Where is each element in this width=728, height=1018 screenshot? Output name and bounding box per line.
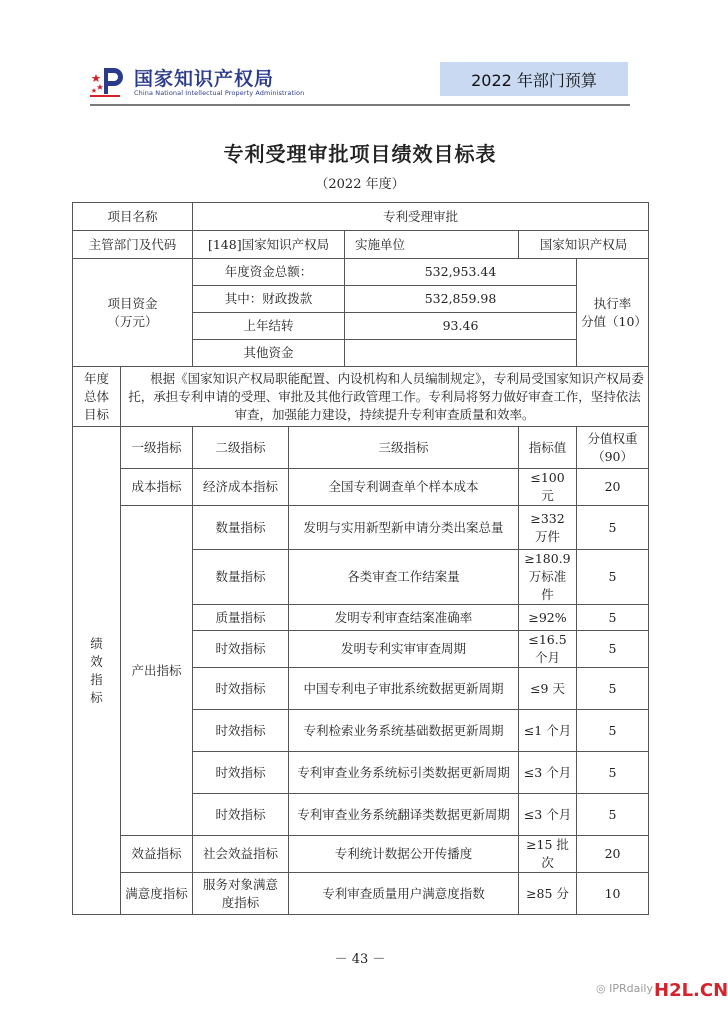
benefit-l1: 效益指标 (121, 836, 193, 873)
col-header-l2: 二级指标 (193, 427, 289, 469)
cost-l1: 成本指标 (121, 469, 193, 506)
watermark (596, 982, 653, 995)
benefit-l2: 社会效益指标 (193, 836, 289, 873)
dept-label: 主管部门及代码 (73, 231, 193, 259)
satisfaction-l1: 满意度指标 (121, 873, 193, 915)
table-row (73, 873, 649, 915)
output-weight: 5 (577, 550, 649, 605)
fund-label-line1: 项目资金 (107, 295, 158, 311)
output-value: ≥92% (519, 605, 577, 631)
org-name-cn: 国家知识产权局 (134, 68, 275, 90)
page-title: 专利受理审批项目绩效目标表 (223, 142, 497, 166)
benefit-value: ≥15 批次 (519, 836, 577, 873)
cost-l2: 经济成本指标 (193, 469, 289, 506)
output-value: ≤3 个月 (519, 794, 577, 836)
benefit-weight: 20 (577, 836, 649, 873)
row-indicator-header (73, 427, 649, 469)
output-weight: 5 (577, 794, 649, 836)
output-l2: 时效指标 (193, 794, 289, 836)
fund-label (73, 259, 193, 367)
exec-rate-line1: 执行率 (593, 295, 632, 311)
output-l2: 时效指标 (193, 668, 289, 710)
output-l3: 专利审查业务系统翻译类数据更新周期 (289, 794, 519, 836)
impl-label: 实施单位 (345, 231, 519, 259)
output-l3: 发明与实用新型新申请分类出案总量 (289, 506, 519, 550)
perf-label-char: 指 (90, 671, 103, 687)
goal-label-line3: 目标 (83, 406, 109, 422)
fund-total-label: 年度资金总额： (193, 259, 345, 286)
site-logo (654, 980, 728, 1001)
cnipa-logo-icon (90, 64, 126, 98)
watermark-text: IPRdaily (609, 982, 653, 995)
fund-label-line2: （万元） (107, 313, 158, 329)
output-l2: 时效指标 (193, 631, 289, 668)
table-row (73, 506, 649, 550)
output-value: ≤16.5 个月 (519, 631, 577, 668)
row-department (73, 231, 649, 259)
row-project-name (73, 203, 649, 231)
fund-other-value (345, 340, 577, 367)
row-fund-total (73, 259, 649, 286)
col-header-l1: 一级指标 (121, 427, 193, 469)
output-l1: 产出指标 (121, 506, 193, 836)
table-row (73, 469, 649, 506)
satisfaction-weight: 10 (577, 873, 649, 915)
output-weight: 5 (577, 752, 649, 794)
project-name-value: 专利受理审批 (193, 203, 649, 231)
output-l2: 时效指标 (193, 752, 289, 794)
output-value: ≤3 个月 (519, 752, 577, 794)
exec-rate-line2: 分值（10） (581, 313, 647, 329)
output-l3: 发明专利审查结案准确率 (289, 605, 519, 631)
output-weight: 5 (577, 506, 649, 550)
goal-label (73, 367, 121, 427)
cost-value: ≤100 元 (519, 469, 577, 506)
perf-label-char: 标 (90, 689, 103, 705)
col-header-weight (577, 427, 649, 469)
satisfaction-l3: 专利审查质量用户满意度指数 (289, 873, 519, 915)
fund-carry-label: 上年结转 (193, 313, 345, 340)
output-weight: 5 (577, 710, 649, 752)
output-value: ≥332 万件 (519, 506, 577, 550)
perf-label-char: 绩 (90, 635, 103, 651)
header-divider (90, 104, 630, 106)
output-l3: 专利审查业务系统标引类数据更新周期 (289, 752, 519, 794)
output-l3: 各类审查工作结案量 (289, 550, 519, 605)
satisfaction-value: ≥85 分 (519, 873, 577, 915)
output-value: ≤9 天 (519, 668, 577, 710)
page-number: － 43 － (334, 952, 386, 967)
dept-value: [148]国家知识产权局 (193, 231, 345, 259)
site-logo-text: H2L.CN (654, 980, 728, 1001)
cost-weight: 20 (577, 469, 649, 506)
output-value: ≥180.9 万标准件 (519, 550, 577, 605)
goal-label-line1: 年度 (83, 370, 109, 386)
col-header-l3: 三级指标 (289, 427, 519, 469)
output-l3: 中国专利电子审批系统数据更新周期 (289, 668, 519, 710)
impl-value: 国家知识产权局 (519, 231, 649, 259)
output-l3: 发明专利实审审查周期 (289, 631, 519, 668)
goal-text: 根据《国家知识产权局职能配置、内设机构和人员编制规定》，专利局受国家知识产权局委托，承担专利申请的受理、审批及其他行政管理工作。专利局将努力做好审查工作，坚持依法审查，加强能力建设，持续提升专利审查质量和效率。 (121, 367, 649, 427)
output-value: ≤1 个月 (519, 710, 577, 752)
col-header-weight-line2: （90） (592, 448, 633, 464)
fund-total-value: 532,953.44 (345, 259, 577, 286)
col-header-value: 指标值 (519, 427, 577, 469)
output-l3: 专利检索业务系统基础数据更新周期 (289, 710, 519, 752)
perf-label-char: 效 (90, 653, 103, 669)
output-weight: 5 (577, 605, 649, 631)
output-l2: 数量指标 (193, 550, 289, 605)
exec-rate-cell (577, 259, 649, 367)
table-row (73, 836, 649, 873)
output-weight: 5 (577, 668, 649, 710)
output-l2: 质量指标 (193, 605, 289, 631)
fund-other-label: 其他资金 (193, 340, 345, 367)
fund-fiscal-value: 532,859.98 (345, 286, 577, 313)
project-name-label: 项目名称 (73, 203, 193, 231)
goal-label-line2: 总体 (83, 388, 109, 404)
benefit-l3: 专利统计数据公开传播度 (289, 836, 519, 873)
col-header-weight-line1: 分值权重 (587, 430, 638, 446)
output-l2: 数量指标 (193, 506, 289, 550)
output-weight: 5 (577, 631, 649, 668)
budget-label: 2022 年部门预算 (440, 62, 628, 96)
cost-l3: 全国专利调查单个样本成本 (289, 469, 519, 506)
satisfaction-l2: 服务对象满意度指标 (193, 873, 289, 915)
fund-carry-value: 93.46 (345, 313, 577, 340)
fund-fiscal-label: 其中：财政拨款 (193, 286, 345, 313)
wechat-icon: ◎ (596, 982, 606, 995)
output-l2: 时效指标 (193, 710, 289, 752)
page-subtitle: （2022 年度） (315, 177, 405, 192)
org-name-en: China National Intellectual Property Administration (134, 89, 305, 97)
performance-table (72, 202, 649, 915)
perf-indicator-label (73, 427, 121, 915)
row-annual-goal (73, 367, 649, 427)
page-header (90, 62, 630, 104)
